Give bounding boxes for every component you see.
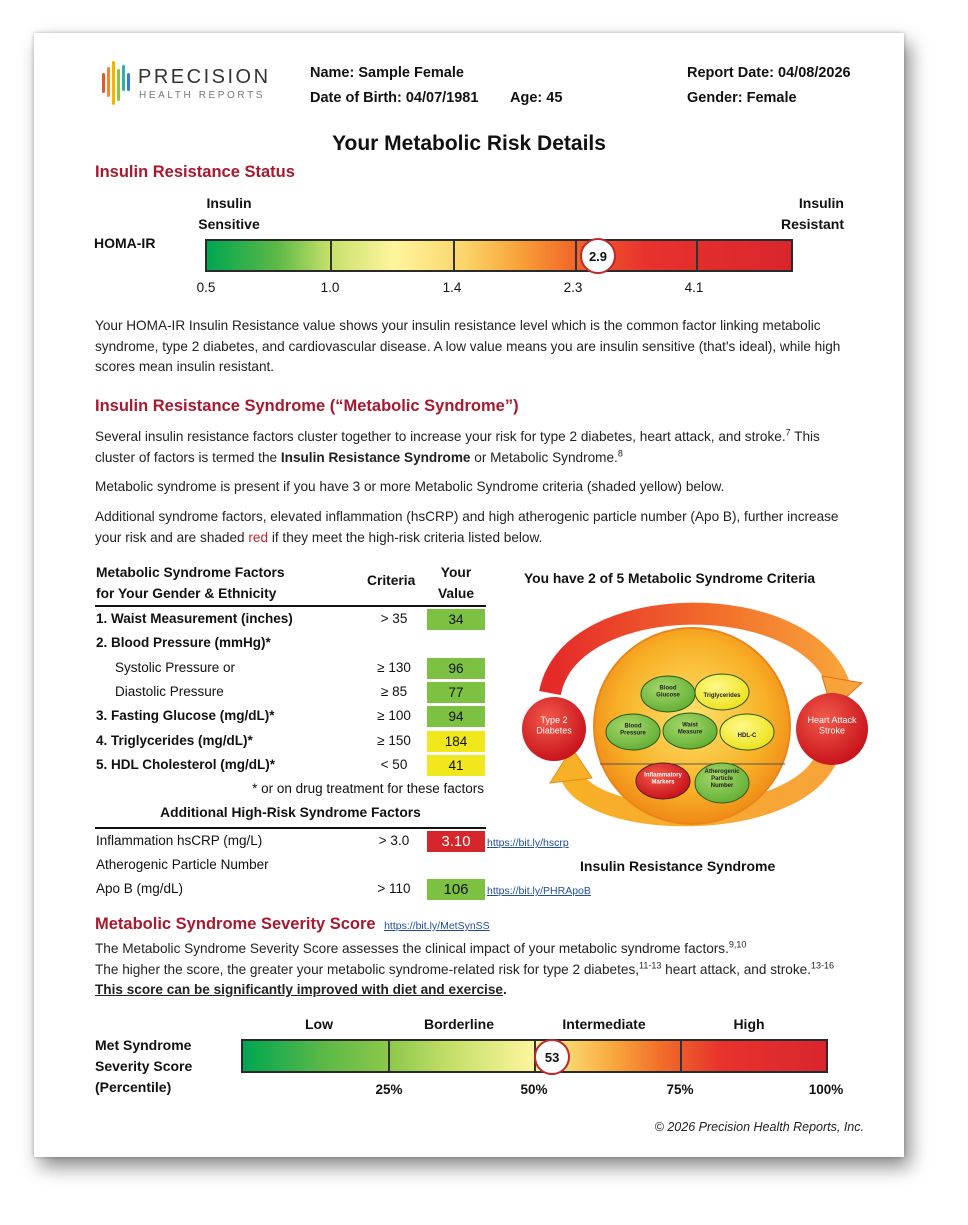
homa-tick-label: 0.5 — [196, 280, 216, 295]
factor-criteria: ≥ 85 — [380, 683, 408, 699]
severity-heading-row — [95, 915, 490, 934]
logo-text: PRECISION — [138, 66, 271, 88]
zone-label-borderline: Borderline — [423, 1016, 494, 1032]
hdl-c-label: HDL-C — [737, 733, 757, 740]
additional-factor-criteria: > 3.0 — [378, 833, 410, 848]
reference-link[interactable]: https://bit.ly/hscrp — [487, 837, 569, 849]
blood-glucose-label: Blood Glucose — [656, 685, 680, 699]
factor-label: 5. HDL Cholesterol (mg/dL)* — [96, 756, 276, 772]
factor-value: 184 — [427, 731, 485, 752]
severity-tick-label: 75% — [666, 1082, 694, 1097]
insulin-status-heading: Insulin Resistance Status — [95, 163, 295, 181]
homa-ir-label: HOMA-IR — [94, 235, 156, 251]
severity-paragraph: The Metabolic Syndrome Severity Score assesses the clinical impact of your metabolic syndrome factors.$^{9,10}$ The higher the score, the greater your metabolic syndrome-related risk for type 2 diabetes,$^{11-13}$ heart attack, and stroke.$^{13-16}$ This score can be significantly improved with diet and exercise. — [95, 939, 835, 997]
homa-ir-value-marker: 2.9 — [580, 238, 616, 274]
table-header-factors: Metabolic Syndrome Factors for Your Gender & Ethnicity — [96, 565, 285, 601]
severity-value-marker: 53 — [534, 1039, 570, 1075]
homa-tick-label: 2.3 — [563, 280, 583, 295]
logo-subtext: HEALTH REPORTS — [139, 90, 266, 101]
zone-label-low: Low — [305, 1016, 333, 1032]
zone-label-high: High — [733, 1016, 765, 1032]
homa-ir-gauge — [205, 239, 793, 272]
severity-tick-label: 100% — [808, 1082, 844, 1097]
report-date: Report Date: 04/08/2026 — [687, 65, 851, 81]
homa-tick-label: 1.4 — [442, 280, 462, 295]
factor-label: 2. Blood Pressure (mmHg)* — [96, 635, 271, 651]
additional-factor-label: Apo B (mg/dL) — [96, 881, 184, 896]
date-of-birth: Date of Birth: 04/07/1981 — [310, 90, 479, 106]
severity-link[interactable]: https://bit.ly/MetSynSS — [384, 920, 490, 932]
table-header-rule — [95, 605, 486, 607]
atherogenic-particle-label: Atherogenic Particle Number — [704, 769, 740, 789]
page-title: Your Metabolic Risk Details — [332, 132, 606, 155]
additional-factor-value: 106 — [427, 879, 485, 900]
factor-criteria: ≥ 100 — [377, 708, 411, 724]
syndrome-paragraph-2: Metabolic syndrome is present if you have 3 or more Metabolic Syndrome criteria (shaded yellow) below. — [95, 479, 725, 494]
factor-label: Diastolic Pressure — [115, 683, 224, 699]
type2-diabetes-label: Type 2 Diabetes — [536, 714, 572, 736]
additional-heading-rule — [95, 827, 486, 829]
factor-label: Systolic Pressure or — [115, 659, 236, 675]
homa-tick-label: 1.0 — [320, 280, 340, 295]
copyright-footer: © 2026 Precision Health Reports, Inc. — [654, 1120, 864, 1134]
logo-bars-icon — [102, 61, 132, 105]
factor-value: 96 — [427, 658, 485, 679]
additional-factor-criteria: > 110 — [377, 881, 411, 896]
heart-attack-stroke-label: Heart Attack Stroke — [807, 714, 857, 736]
syndrome-heading: Insulin Resistance Syndrome (“Metabolic Syndrome”) — [95, 397, 519, 415]
logo — [102, 61, 292, 107]
diagram-title: You have 2 of 5 Metabolic Syndrome Criteria — [524, 571, 816, 586]
severity-heading: Metabolic Syndrome Severity Score — [95, 915, 376, 933]
zone-label-intermediate: Intermediate — [562, 1016, 646, 1032]
report-page — [34, 33, 904, 1157]
factor-value: 41 — [427, 755, 485, 776]
factor-label: 3. Fasting Glucose (mg/dL)* — [96, 708, 275, 724]
age: Age: 45 — [510, 90, 563, 106]
factor-value: 34 — [427, 609, 485, 630]
metabolic-syndrome-diagram — [510, 598, 870, 828]
blood-pressure-label: Blood Pressure — [620, 723, 646, 737]
additional-factor-label: Atherogenic Particle Number — [96, 857, 269, 872]
factor-criteria: < 50 — [380, 756, 408, 772]
reference-link[interactable]: https://bit.ly/PHRApoB — [487, 885, 591, 897]
factor-criteria: ≥ 150 — [377, 732, 411, 748]
insulin-sensitive-label: Insulin Sensitive — [198, 195, 260, 232]
homa-description: Your HOMA-IR Insulin Resistance value shows your insulin resistance level which is the common factor linking metabolic syndrome, type 2 diabetes, and cardiovascular disease. A low value means you are insulin sensitive (that's ideal), while high scores mean insulin resistant. — [95, 318, 841, 374]
syndrome-paragraph-3: Additional syndrome factors, elevated inflammation (hsCRP) and high atherogenic particle number (Apo B), further increase your risk and are shaded red if they meet the high-risk criteria listed below. — [95, 509, 839, 545]
factor-value: 77 — [427, 682, 485, 703]
table-footnote: * or on drug treatment for these factors — [252, 781, 484, 796]
additional-factor-value — [427, 855, 485, 876]
gender: Gender: Female — [687, 90, 797, 106]
additional-factors-heading: Additional High-Risk Syndrome Factors — [160, 805, 421, 820]
triglycerides-label: Triglycerides — [703, 693, 741, 700]
severity-tick-label: 50% — [520, 1082, 548, 1097]
factor-criteria: ≥ 130 — [377, 659, 411, 675]
table-header-value: Your Value — [437, 565, 475, 601]
factor-label: 1. Waist Measurement (inches) — [96, 611, 293, 626]
waist-measure-label: Waist Measure — [677, 722, 703, 736]
diagram-caption: Insulin Resistance Syndrome — [580, 858, 776, 874]
severity-tick-label: 25% — [375, 1082, 403, 1097]
homa-tick-label: 4.1 — [684, 280, 704, 295]
factor-value: 94 — [427, 706, 485, 727]
syndrome-paragraph-1: Several insulin resistance factors cluster together to increase your risk for type 2 diabetes, heart attack, and stroke.$^7$ This cluster of factors is termed the Insulin Resistance Syndrome or Metabolic Syndrome.$^8$ — [95, 427, 820, 465]
inflammatory-markers-label: Inflammatory Markers — [644, 772, 682, 786]
additional-factor-label: Inflammation hsCRP (mg/L) — [96, 833, 263, 848]
severity-gauge-label: Met Syndrome Severity Score (Percentile) — [95, 1037, 193, 1095]
patient-name: Name: Sample Female — [310, 65, 464, 81]
table-header-criteria: Criteria — [367, 573, 416, 588]
factor-criteria: > 35 — [380, 611, 408, 626]
additional-factor-value: 3.10 — [427, 831, 485, 852]
factor-value — [427, 633, 485, 654]
factor-label: 4. Triglycerides (mg/dL)* — [96, 732, 253, 748]
insulin-resistant-label: Insulin Resistant — [780, 195, 844, 232]
